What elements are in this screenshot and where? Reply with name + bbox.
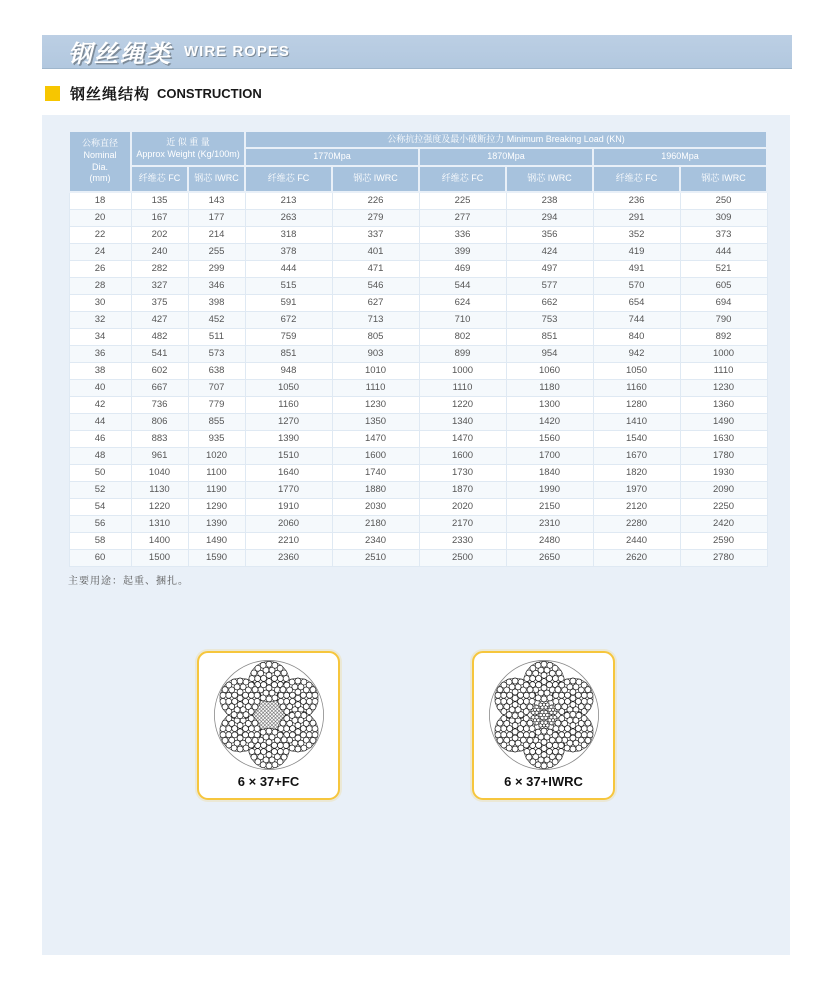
table-cell: 1110: [419, 379, 506, 396]
table-cell: 373: [680, 226, 767, 243]
table-cell: 1050: [245, 379, 332, 396]
table-cell: 52: [69, 481, 131, 498]
table-cell: 309: [680, 209, 767, 226]
table-cell: 1700: [506, 447, 593, 464]
rope-cross-section: [210, 656, 328, 774]
table-row: [69, 379, 767, 396]
table-row: [69, 328, 767, 345]
table-cell: 1010: [332, 362, 419, 379]
table-cell: 1540: [593, 430, 680, 447]
table-cell: 38: [69, 362, 131, 379]
table-cell: 1600: [332, 447, 419, 464]
table-cell: 1230: [680, 379, 767, 396]
subcol-1870-iwrc: 钢芯 IWRC: [506, 166, 593, 192]
table-cell: 2650: [506, 549, 593, 566]
table-cell: 22: [69, 226, 131, 243]
table-cell: 1990: [506, 481, 593, 498]
table-cell: 1560: [506, 430, 593, 447]
table-cell: 855: [188, 413, 245, 430]
table-cell: 541: [131, 345, 188, 362]
table-cell: 892: [680, 328, 767, 345]
table-cell: 710: [419, 311, 506, 328]
table-cell: 1160: [593, 379, 680, 396]
col-header-approx-weight: [131, 131, 245, 166]
table-cell: 1490: [188, 532, 245, 549]
table-cell: 638: [188, 362, 245, 379]
table-cell: 1630: [680, 430, 767, 447]
table-cell: 2420: [680, 515, 767, 532]
table-cell: 337: [332, 226, 419, 243]
table-cell: 491: [593, 260, 680, 277]
table-cell: 346: [188, 277, 245, 294]
table-cell: 546: [332, 277, 419, 294]
table-cell: 840: [593, 328, 680, 345]
table-cell: 48: [69, 447, 131, 464]
table-cell: 236: [593, 192, 680, 209]
table-cell: 318: [245, 226, 332, 243]
section-heading: [45, 83, 262, 104]
table-cell: 2480: [506, 532, 593, 549]
table-cell: 291: [593, 209, 680, 226]
table-cell: 238: [506, 192, 593, 209]
section-title-en: CONSTRUCTION: [157, 86, 262, 101]
table-cell: 18: [69, 192, 131, 209]
table-cell: 1470: [419, 430, 506, 447]
page-title-band: [42, 35, 792, 69]
table-cell: 1050: [593, 362, 680, 379]
table-cell: 444: [245, 260, 332, 277]
table-cell: 521: [680, 260, 767, 277]
table-cell: 135: [131, 192, 188, 209]
table-cell: 935: [188, 430, 245, 447]
table-cell: 1400: [131, 532, 188, 549]
diagram-label-iwrc: 6 × 37+IWRC: [504, 774, 583, 789]
table-cell: 1020: [188, 447, 245, 464]
table-cell: 327: [131, 277, 188, 294]
table-cell: 1060: [506, 362, 593, 379]
col-header-grade-1960: 1960Mpa: [593, 148, 767, 166]
table-row: [69, 396, 767, 413]
table-cell: 1420: [506, 413, 593, 430]
nominal-dia-en2: Dia.: [91, 161, 108, 172]
table-cell: 2030: [332, 498, 419, 515]
table-cell: 279: [332, 209, 419, 226]
table-cell: 36: [69, 345, 131, 362]
table-cell: 277: [419, 209, 506, 226]
table-cell: 1310: [131, 515, 188, 532]
table-cell: 759: [245, 328, 332, 345]
table-row: [69, 430, 767, 447]
table-cell: 883: [131, 430, 188, 447]
diagram-card-fc: [197, 651, 340, 800]
table-cell: 903: [332, 345, 419, 362]
table-cell: 497: [506, 260, 593, 277]
nominal-dia-unit: (mm): [89, 173, 111, 184]
table-cell: 1390: [188, 515, 245, 532]
table-cell: 744: [593, 311, 680, 328]
table-cell: 60: [69, 549, 131, 566]
subcol-1960-fc: 纤维芯 FC: [593, 166, 680, 192]
table-cell: 1000: [680, 345, 767, 362]
table-row: [69, 192, 767, 209]
page-title-zh: 钢丝绳类: [68, 41, 172, 68]
table-cell: 1640: [245, 464, 332, 481]
table-cell: 424: [506, 243, 593, 260]
table-cell: 1040: [131, 464, 188, 481]
table-cell: 2210: [245, 532, 332, 549]
table-cell: 779: [188, 396, 245, 413]
table-cell: 352: [593, 226, 680, 243]
table-cell: 1730: [419, 464, 506, 481]
table-cell: 1870: [419, 481, 506, 498]
subcol-1770-iwrc: 钢芯 IWRC: [332, 166, 419, 192]
table-cell: 2150: [506, 498, 593, 515]
diagram-label-fc: 6 × 37+FC: [237, 774, 300, 789]
table-cell: 602: [131, 362, 188, 379]
table-cell: 2250: [680, 498, 767, 515]
table-cell: 2060: [245, 515, 332, 532]
table-cell: 1220: [131, 498, 188, 515]
table-cell: 2340: [332, 532, 419, 549]
table-cell: 1820: [593, 464, 680, 481]
yellow-square-bullet-icon: [45, 86, 60, 101]
table-row: [69, 209, 767, 226]
table-cell: 1180: [506, 379, 593, 396]
table-cell: 713: [332, 311, 419, 328]
table-cell: 44: [69, 413, 131, 430]
table-cell: 1970: [593, 481, 680, 498]
table-cell: 469: [419, 260, 506, 277]
table-cell: 851: [506, 328, 593, 345]
table-cell: 356: [506, 226, 593, 243]
table-cell: 42: [69, 396, 131, 413]
approx-weight-zh: 近 似 重 量: [166, 136, 210, 147]
diagram-card-iwrc: [472, 651, 615, 800]
table-cell: 753: [506, 311, 593, 328]
table-cell: 419: [593, 243, 680, 260]
table-cell: 899: [419, 345, 506, 362]
table-cell: 143: [188, 192, 245, 209]
table-cell: 54: [69, 498, 131, 515]
table-cell: 1220: [419, 396, 506, 413]
table-cell: 46: [69, 430, 131, 447]
table-row: [69, 464, 767, 481]
table-cell: 942: [593, 345, 680, 362]
table-cell: 961: [131, 447, 188, 464]
table-cell: 736: [131, 396, 188, 413]
table-row: [69, 260, 767, 277]
table-cell: 790: [680, 311, 767, 328]
table-cell: 250: [680, 192, 767, 209]
table-cell: 1350: [332, 413, 419, 430]
table-cell: 1930: [680, 464, 767, 481]
table-cell: 1780: [680, 447, 767, 464]
table-cell: 2330: [419, 532, 506, 549]
table-cell: 511: [188, 328, 245, 345]
table-cell: 577: [506, 277, 593, 294]
subcol-weight-fc: 纤维芯 FC: [131, 166, 188, 192]
table-cell: 707: [188, 379, 245, 396]
table-cell: 1410: [593, 413, 680, 430]
table-cell: 240: [131, 243, 188, 260]
table-cell: 34: [69, 328, 131, 345]
table-cell: 2620: [593, 549, 680, 566]
table-cell: 32: [69, 311, 131, 328]
table-cell: 1130: [131, 481, 188, 498]
table-cell: 20: [69, 209, 131, 226]
table-cell: 1290: [188, 498, 245, 515]
table-cell: 1500: [131, 549, 188, 566]
subcol-1770-fc: 纤维芯 FC: [245, 166, 332, 192]
table-cell: 1880: [332, 481, 419, 498]
table-cell: 667: [131, 379, 188, 396]
table-row: [69, 362, 767, 379]
table-cell: 1110: [680, 362, 767, 379]
table-row: [69, 226, 767, 243]
table-cell: 2120: [593, 498, 680, 515]
table-cell: 1670: [593, 447, 680, 464]
table-row: [69, 549, 767, 566]
table-cell: 805: [332, 328, 419, 345]
table-cell: 1110: [332, 379, 419, 396]
table-cell: 2310: [506, 515, 593, 532]
table-cell: 213: [245, 192, 332, 209]
table-cell: 672: [245, 311, 332, 328]
table-cell: 202: [131, 226, 188, 243]
col-header-nominal-dia: [69, 131, 131, 192]
table-cell: 1230: [332, 396, 419, 413]
table-cell: 1300: [506, 396, 593, 413]
subcol-1870-fc: 纤维芯 FC: [419, 166, 506, 192]
nominal-dia-en1: Nominal: [83, 149, 117, 160]
table-cell: 336: [419, 226, 506, 243]
table-cell: 605: [680, 277, 767, 294]
table-cell: 401: [332, 243, 419, 260]
table-cell: 662: [506, 294, 593, 311]
table-cell: 427: [131, 311, 188, 328]
table-cell: 2090: [680, 481, 767, 498]
wire-rope-table-body: [69, 192, 767, 566]
table-cell: 2590: [680, 532, 767, 549]
table-cell: 1000: [419, 362, 506, 379]
rope-cross-section: [485, 656, 603, 774]
table-cell: 1100: [188, 464, 245, 481]
table-cell: 1600: [419, 447, 506, 464]
table-cell: 399: [419, 243, 506, 260]
table-cell: 1360: [680, 396, 767, 413]
table-cell: 1510: [245, 447, 332, 464]
table-cell: 50: [69, 464, 131, 481]
table-cell: 654: [593, 294, 680, 311]
table-cell: 40: [69, 379, 131, 396]
subcol-1960-iwrc: 钢芯 IWRC: [680, 166, 767, 192]
table-cell: 2170: [419, 515, 506, 532]
table-cell: 1490: [680, 413, 767, 430]
table-cell: 471: [332, 260, 419, 277]
table-row: [69, 413, 767, 430]
table-cell: 282: [131, 260, 188, 277]
table-cell: 1160: [245, 396, 332, 413]
table-cell: 2180: [332, 515, 419, 532]
table-row: [69, 345, 767, 362]
table-row: [69, 294, 767, 311]
col-header-grade-1770: 1770Mpa: [245, 148, 419, 166]
table-cell: 694: [680, 294, 767, 311]
table-cell: 378: [245, 243, 332, 260]
table-cell: 570: [593, 277, 680, 294]
table-cell: 1840: [506, 464, 593, 481]
table-cell: 177: [188, 209, 245, 226]
table-cell: 482: [131, 328, 188, 345]
table-cell: 624: [419, 294, 506, 311]
table-cell: 2500: [419, 549, 506, 566]
section-title-zh: 钢丝绳结构: [70, 86, 151, 103]
table-cell: 452: [188, 311, 245, 328]
table-cell: 1340: [419, 413, 506, 430]
table-cell: 1740: [332, 464, 419, 481]
table-cell: 26: [69, 260, 131, 277]
table-cell: 948: [245, 362, 332, 379]
table-header: [69, 131, 767, 192]
col-header-breaking-load: 公称抗拉强度及最小破断拉力 Minimum Breaking Load (KN): [245, 131, 767, 148]
table-cell: 375: [131, 294, 188, 311]
table-row: [69, 532, 767, 549]
table-cell: 263: [245, 209, 332, 226]
table-cell: 1470: [332, 430, 419, 447]
wire-rope-spec-table: [68, 130, 768, 567]
table-cell: 56: [69, 515, 131, 532]
table-cell: 627: [332, 294, 419, 311]
table-row: [69, 515, 767, 532]
table-cell: 294: [506, 209, 593, 226]
table-cell: 1280: [593, 396, 680, 413]
table-cell: 167: [131, 209, 188, 226]
nominal-dia-zh: 公称直径: [81, 138, 118, 149]
table-cell: 591: [245, 294, 332, 311]
table-cell: 851: [245, 345, 332, 362]
table-cell: 2020: [419, 498, 506, 515]
table-cell: 28: [69, 277, 131, 294]
table-cell: 806: [131, 413, 188, 430]
table-cell: 398: [188, 294, 245, 311]
table-row: [69, 243, 767, 260]
page-title-en: WIRE ROPES: [184, 43, 290, 60]
table-row: [69, 277, 767, 294]
table-cell: 1390: [245, 430, 332, 447]
table-cell: 2360: [245, 549, 332, 566]
subcol-weight-iwrc: 钢芯 IWRC: [188, 166, 245, 192]
table-cell: 214: [188, 226, 245, 243]
table-cell: 226: [332, 192, 419, 209]
table-cell: 1190: [188, 481, 245, 498]
table-cell: 30: [69, 294, 131, 311]
table-cell: 2780: [680, 549, 767, 566]
approx-weight-en: Approx Weight (Kg/100m): [136, 148, 240, 159]
table-cell: 299: [188, 260, 245, 277]
usage-note: 主要用途：起重、捆扎。: [68, 576, 189, 587]
table-cell: 802: [419, 328, 506, 345]
table-cell: 225: [419, 192, 506, 209]
table-row: [69, 481, 767, 498]
table-row: [69, 311, 767, 328]
table-cell: 573: [188, 345, 245, 362]
table-cell: 2280: [593, 515, 680, 532]
table-cell: 1770: [245, 481, 332, 498]
table-row: [69, 447, 767, 464]
table-cell: 444: [680, 243, 767, 260]
table-cell: 1590: [188, 549, 245, 566]
table-cell: 1270: [245, 413, 332, 430]
table-cell: 2440: [593, 532, 680, 549]
table-cell: 515: [245, 277, 332, 294]
table-row: [69, 498, 767, 515]
table-cell: 2510: [332, 549, 419, 566]
table-cell: 58: [69, 532, 131, 549]
table-cell: 954: [506, 345, 593, 362]
table-cell: 1910: [245, 498, 332, 515]
table-cell: 255: [188, 243, 245, 260]
table-cell: 544: [419, 277, 506, 294]
table-cell: 24: [69, 243, 131, 260]
col-header-grade-1870: 1870Mpa: [419, 148, 593, 166]
